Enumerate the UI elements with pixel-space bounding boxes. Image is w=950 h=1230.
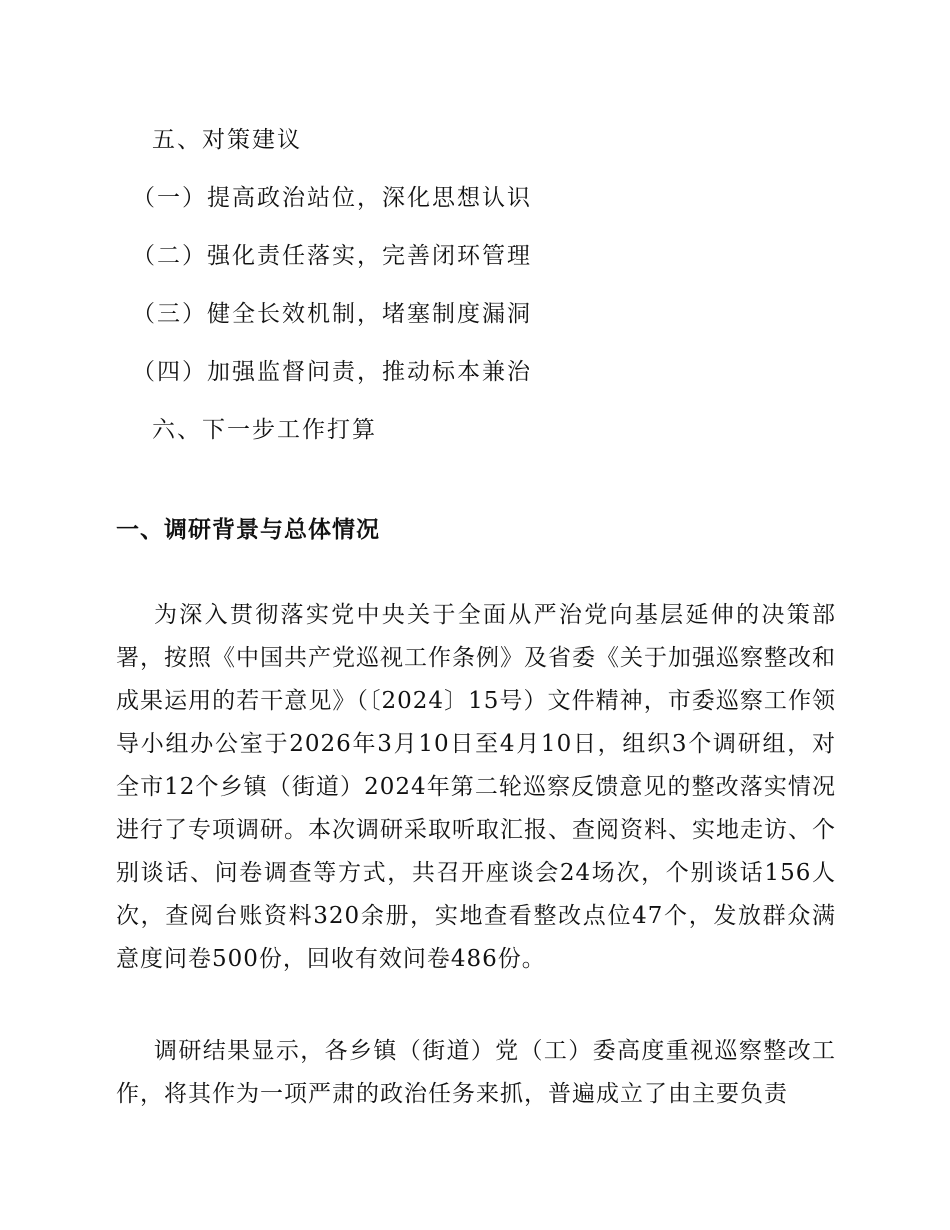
body-paragraph: 调研结果显示，各乡镇（街道）党（工）委高度重视巡察整改工作，将其作为一项严肃的政治任务来抓，普遍成立了由主要负责 [116, 1038, 836, 1107]
body-paragraph: 为深入贯彻落实党中央关于全面从严治党向基层延伸的决策部署，按照《中国共产党巡视工作条例》及省委《关于加强巡察整改和成果运用的若干意见》（〔2024〕15号）文件精神，市委巡察工作领导小组办公室于2026年3月10日至4月10日，组织3个调研组，对全市12个乡镇（街道）2024年第二轮巡察反馈意见的整改落实情况进行了专项调研。本次调研采取听取汇报、查阅资料、实地走访、个别谈话、问卷调查等方式，共召开座谈会24场次，个别谈话156人次，查阅台账资料320余册，实地查看整改点位47个，发放群众满意度问卷500份，回收有效问卷486份。 [116, 602, 836, 972]
toc-item-5-4: （四）加强监督问责，推动标本兼治 [132, 359, 532, 385]
toc-item-5-3: （三）健全长效机制，堵塞制度漏洞 [132, 301, 532, 327]
section-heading: 一、调研背景与总体情况 [116, 517, 380, 543]
toc-item-5-2: （二）强化责任落实，完善闭环管理 [132, 243, 532, 269]
table-of-contents [0, 118, 950, 466]
toc-item-section-5: 五、对策建议 [152, 127, 302, 153]
toc-item-section-6: 六、下一步工作打算 [152, 417, 377, 443]
toc-item-5-1: （一）提高政治站位，深化思想认识 [132, 185, 532, 211]
